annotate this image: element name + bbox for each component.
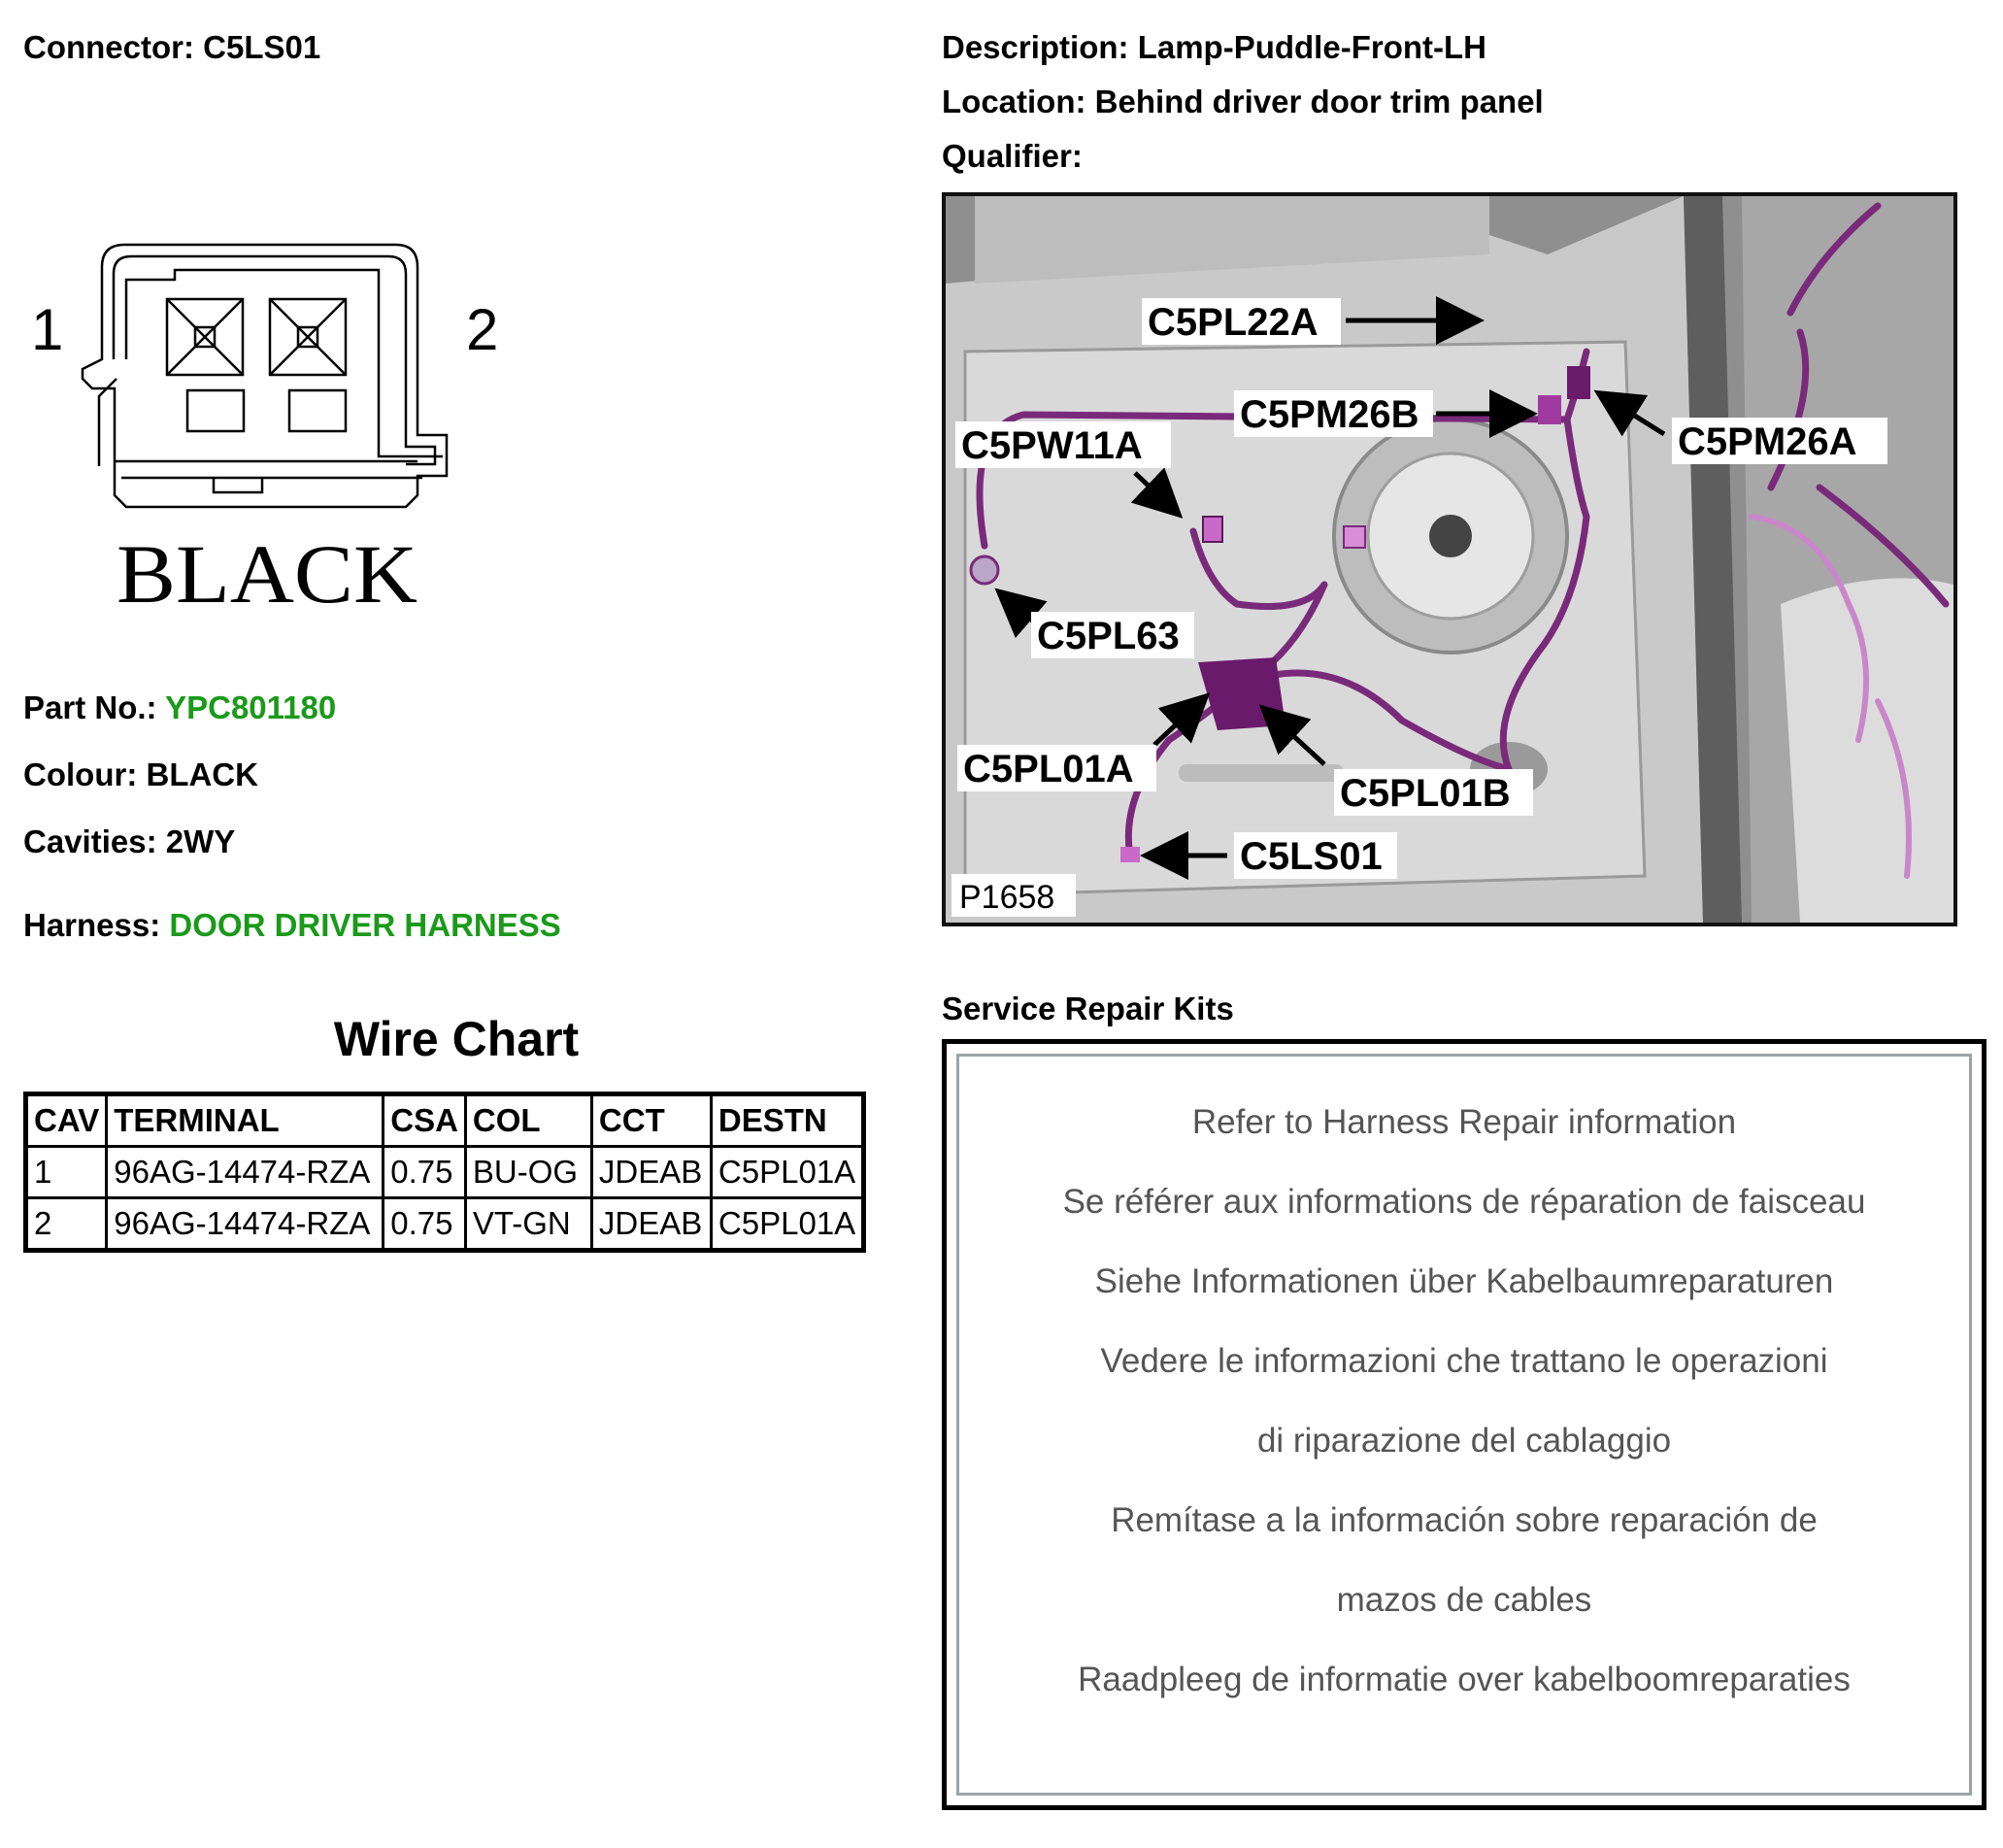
service-repair-kits-box (942, 1039, 1986, 1810)
callout-c5pm26b: C5PM26B (1240, 393, 1419, 436)
cell-destn: C5PL01A (711, 1198, 863, 1251)
connector-value: C5LS01 (203, 29, 321, 65)
part-no-label: Part No.: (23, 689, 157, 725)
pin-number-2: 2 (466, 297, 499, 362)
callout-c5pl63: C5PL63 (1037, 615, 1180, 657)
table-header-row (26, 1094, 864, 1147)
kit-line-italian-1: Vedere le informazioni che trattano le operazioni (1100, 1342, 1828, 1380)
connector-label: Connector: (23, 29, 194, 65)
colour-label: Colour: (23, 756, 138, 792)
column-header-destn: DESTN (711, 1094, 863, 1147)
cell-terminal: 96AG-14474-RZA (107, 1147, 384, 1198)
description-line (942, 31, 1486, 63)
location-line (942, 85, 1544, 118)
callout-c5pm26a: C5PM26A (1678, 420, 1857, 463)
connector-heading (23, 31, 320, 63)
connector-location-photo (942, 192, 1957, 926)
connector-colour-text: BLACK (117, 527, 417, 621)
harness-label: Harness: (23, 907, 161, 943)
cell-csa: 0.75 (384, 1147, 466, 1198)
colour-value: BLACK (146, 756, 258, 792)
kit-line-french: Se référer aux informations de réparation de faisceau (1062, 1183, 1866, 1221)
cell-col: BU-OG (465, 1147, 591, 1198)
qualifier-label: Qualifier: (942, 138, 1083, 174)
column-header-cct: CCT (591, 1094, 711, 1147)
cell-cct: JDEAB (591, 1198, 711, 1251)
connector-face-drawing (19, 223, 524, 631)
part-no-link[interactable]: YPC801180 (165, 689, 337, 725)
table-row (26, 1147, 864, 1198)
callout-c5pl01a: C5PL01A (963, 748, 1134, 790)
location-value: Behind driver door trim panel (1094, 84, 1544, 119)
description-label: Description: (942, 29, 1129, 65)
qualifier-line (942, 140, 1083, 172)
description-value: Lamp-Puddle-Front-LH (1137, 29, 1486, 65)
column-header-cav: CAV (26, 1094, 107, 1147)
cell-cav: 1 (26, 1147, 107, 1198)
column-header-csa: CSA (384, 1094, 466, 1147)
service-repair-kits-title: Service Repair Kits (942, 991, 1234, 1026)
kit-line-german: Siehe Informationen über Kabelbaumreparaturen (1094, 1262, 1834, 1300)
callout-c5pl22a: C5PL22A (1148, 301, 1319, 344)
cell-cav: 2 (26, 1198, 107, 1251)
cell-cct: JDEAB (591, 1147, 711, 1198)
kit-line-dutch: Raadpleeg de informatie over kabelboomreparaties (1078, 1661, 1851, 1698)
cavities-label: Cavities: (23, 823, 157, 859)
cell-csa: 0.75 (384, 1198, 466, 1251)
callout-c5pw11a: C5PW11A (961, 424, 1143, 467)
part-no-line (23, 691, 336, 723)
cavities-line (23, 825, 235, 857)
kit-line-spanish-1: Remítase a la información sobre reparación de (1111, 1501, 1818, 1539)
column-header-col: COL (465, 1094, 591, 1147)
column-header-terminal: TERMINAL (107, 1094, 384, 1147)
kit-line-english: Refer to Harness Repair information (1191, 1103, 1737, 1141)
table-row (26, 1198, 864, 1251)
location-label: Location: (942, 84, 1086, 119)
cell-col: VT-GN (465, 1198, 591, 1251)
harness-line (23, 909, 561, 941)
kit-line-spanish-2: mazos de cables (1336, 1581, 1592, 1619)
cell-terminal: 96AG-14474-RZA (107, 1198, 384, 1251)
pin-number-1: 1 (31, 297, 64, 362)
callout-c5ls01: C5LS01 (1240, 835, 1383, 878)
kit-line-italian-2: di riparazione del cablaggio (1256, 1422, 1672, 1460)
callout-c5pl01b: C5PL01B (1340, 772, 1511, 815)
colour-line (23, 758, 258, 790)
figure-code: P1658 (959, 879, 1055, 916)
cell-destn: C5PL01A (711, 1147, 863, 1198)
cavities-value: 2WY (165, 823, 236, 859)
wire-chart-title: Wire Chart (333, 1012, 580, 1066)
wire-chart-table (23, 1092, 866, 1253)
harness-link[interactable]: DOOR DRIVER HARNESS (169, 907, 561, 943)
